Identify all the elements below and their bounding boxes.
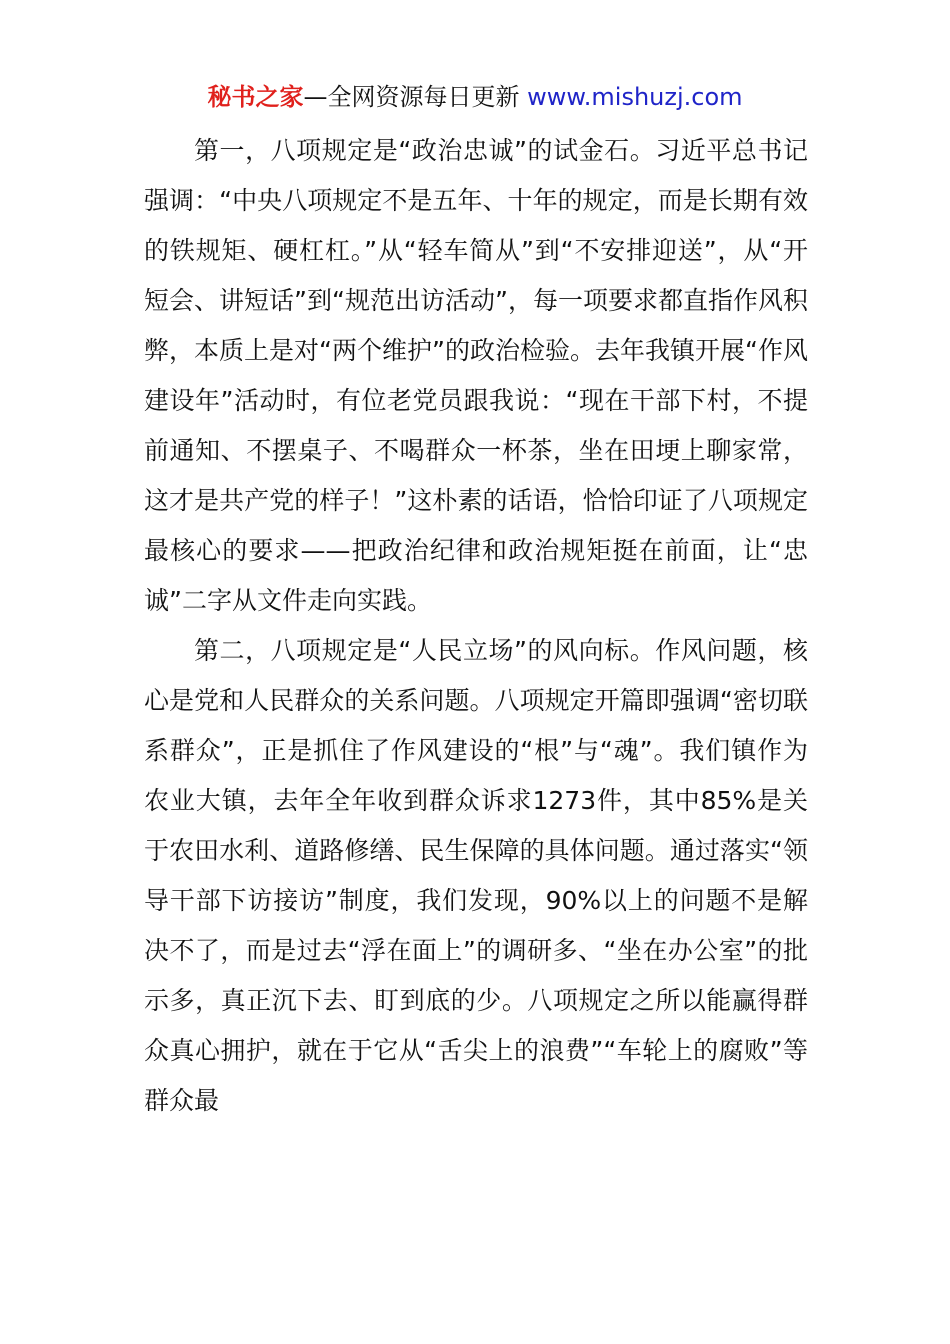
header-tagline: —全网资源每日更新 bbox=[303, 83, 528, 111]
paragraph-1: 第一，八项规定是“政治忠诚”的试金石。习近平总书记强调：“中央八项规定不是五年、十年的规定，而是长期有效的铁规矩、硬杠杠。”从“轻车简从”到“不安排迎送”，从“开短会、讲短话”到“规范出访活动”，每一项要求都直指作风积弊，本质上是对“两个维护”的政治检验。去年我镇开展“作风建设年”活动时，有位老党员跟我说：“现在干部下村，不提前通知、不摆桌子、不喝群众一杯茶，坐在田埂上聊家常，这才是共产党的样子！”这朴素的话语，恰恰印证了八项规定最核心的要求——把政治纪律和政治规矩挺在前面，让“忠诚”二字从文件走向实践。 bbox=[144, 136, 808, 615]
document-body bbox=[144, 126, 808, 1126]
brand-name: 秘书之家 bbox=[207, 83, 304, 111]
site-url[interactable]: www.mishuzj.com bbox=[527, 83, 743, 111]
paragraph-2: 第二，八项规定是“人民立场”的风向标。作风问题，核心是党和人民群众的关系问题。八项规定开篇即强调“密切联系群众”，正是抓住了作风建设的“根”与“魂”。我们镇作为农业大镇，去年全年收到群众诉求1273件，其中85%是关于农田水利、道路修缮、民生保障的具体问题。通过落实“领导干部下访接访”制度，我们发现，90%以上的问题不是解决不了，而是过去“浮在面上”的调研多、“坐在办公室”的批示多，真正沉下去、盯到底的少。八项规定之所以能赢得群众真心拥护，就在于它从“舌尖上的浪费”“车轮上的腐败”等群众最 bbox=[144, 636, 808, 1115]
page-header bbox=[0, 80, 950, 114]
